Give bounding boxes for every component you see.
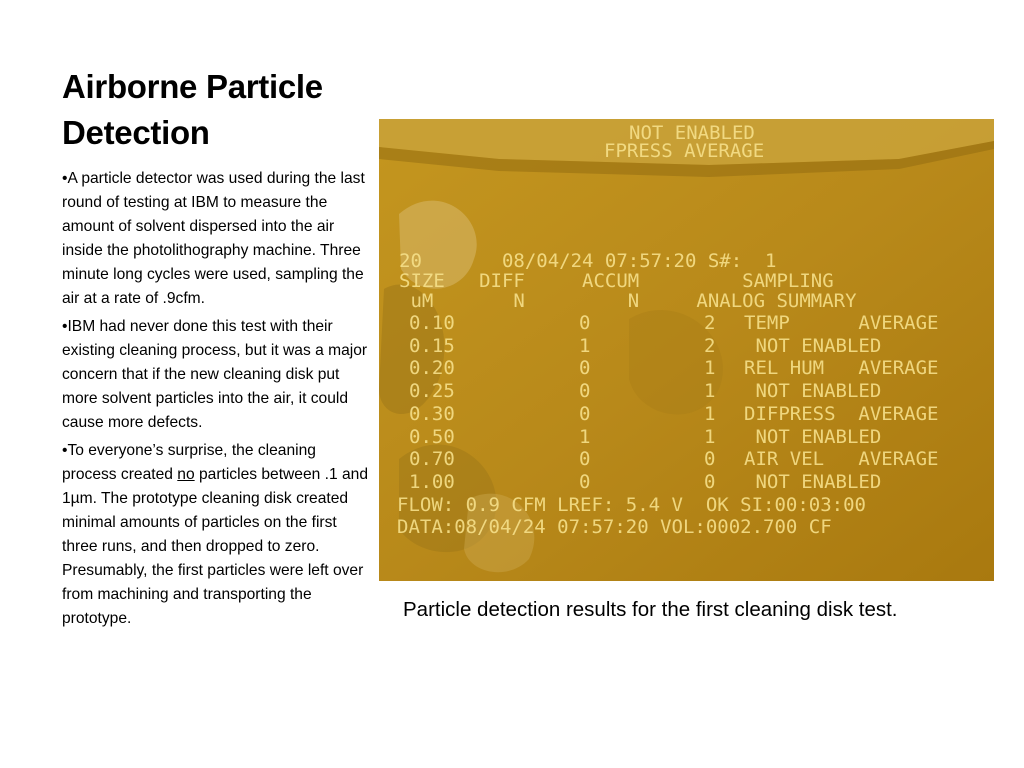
row-diff: 0 <box>579 471 591 493</box>
row-accum: 2 <box>704 312 716 334</box>
row-accum: 0 <box>704 448 716 470</box>
strip-line-2: FPRESS AVERAGE <box>604 140 765 162</box>
bullet-surprise <box>62 439 374 631</box>
row-diff: 0 <box>579 312 591 334</box>
row-analog: REL HUM AVERAGE <box>744 357 939 379</box>
row-size: 0.25 <box>409 380 455 402</box>
row-size: 0.70 <box>409 448 455 470</box>
bullet-list <box>62 167 374 635</box>
row-accum: 1 <box>704 426 716 448</box>
printout-flow-line: FLOW: 0.9 CFM LREF: 5.4 V OK SI:00:03:00 <box>397 494 866 516</box>
row-size: 0.50 <box>409 426 455 448</box>
row-size: 0.10 <box>409 312 455 334</box>
photo-caption: Particle detection results for the first cleaning disk test. <box>403 598 898 621</box>
row-analog: DIFPRESS AVERAGE <box>744 403 939 425</box>
slide-title: Airborne Particle Detection <box>62 68 323 151</box>
row-analog: NOT ENABLED <box>744 426 882 448</box>
row-analog: TEMP AVERAGE <box>744 312 939 334</box>
bullet-detector: •A particle detector was used during the last round of testing at IBM to measure the amount of solvent dispersed into the air inside the photolithography machine. Three minute long cycles were used, sampling the air at a rate of .9cfm. <box>62 170 365 307</box>
row-accum: 1 <box>704 380 716 402</box>
row-accum: 0 <box>704 471 716 493</box>
bullet-surprise-pre: •To everyone’s surprise, the cleaning process created <box>62 442 316 483</box>
printout-header-2: SIZE DIFF ACCUM SAMPLING <box>399 270 834 292</box>
printout-header-3: uM N N ANALOG SUMMARY <box>399 290 857 312</box>
row-size: 0.15 <box>409 335 455 357</box>
row-size: 1.00 <box>409 471 455 493</box>
row-diff: 0 <box>579 448 591 470</box>
row-analog: AIR VEL AVERAGE <box>744 448 939 470</box>
bullet-surprise-no: no <box>177 466 195 483</box>
strip-line-1: NOT ENABLED <box>629 122 755 144</box>
printout-data-line: DATA:08/04/24 07:57:20 VOL:0002.700 CF <box>397 516 832 538</box>
row-diff: 0 <box>579 403 591 425</box>
printout-header-1: 20 08/04/24 07:57:20 S#: 1 <box>399 250 777 272</box>
bullet-surprise-post: particles between .1 and 1µm. The prototype cleaning disk created minimal amounts of particles on the first three runs, and then dropped to zero. Presumably, the first particles were left over from machining and transporting the prototype. <box>62 466 369 627</box>
row-diff: 1 <box>579 426 591 448</box>
row-analog: NOT ENABLED <box>744 335 882 357</box>
row-diff: 0 <box>579 357 591 379</box>
row-diff: 1 <box>579 335 591 357</box>
row-analog: NOT ENABLED <box>744 471 882 493</box>
particle-detector-photo <box>379 119 994 581</box>
row-size: 0.30 <box>409 403 455 425</box>
row-diff: 0 <box>579 380 591 402</box>
printout-image <box>379 119 994 581</box>
row-accum: 2 <box>704 335 716 357</box>
row-accum: 1 <box>704 357 716 379</box>
row-accum: 1 <box>704 403 716 425</box>
row-analog: NOT ENABLED <box>744 380 882 402</box>
row-size: 0.20 <box>409 357 455 379</box>
bullet-concern: •IBM had never done this test with their existing cleaning process, but it was a major concern that if the new cleaning disk put more solvent particles into the air, it could cause more defects. <box>62 318 368 431</box>
